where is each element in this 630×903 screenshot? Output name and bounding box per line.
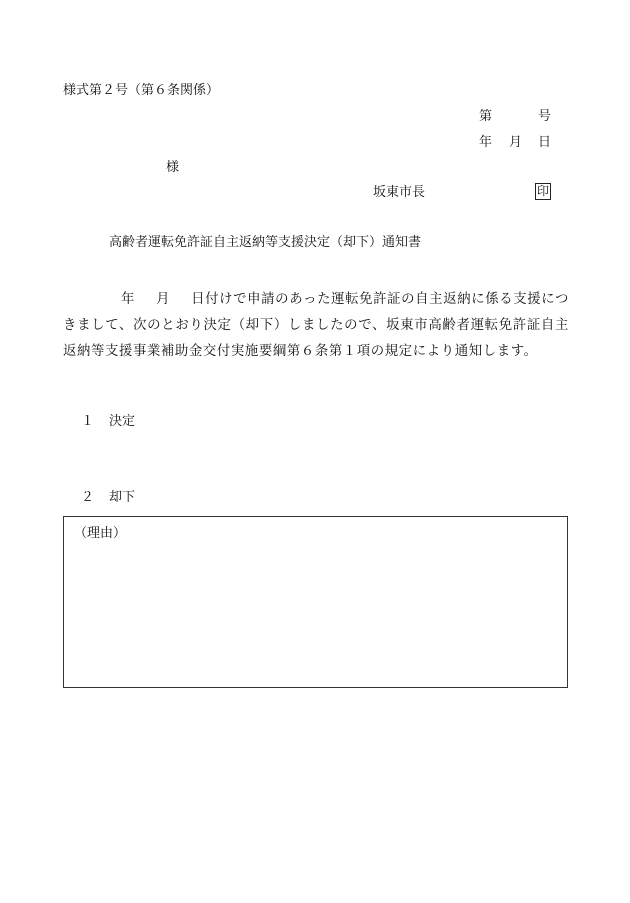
item-1-label: 決定 <box>109 414 136 429</box>
item-2-number: ２ <box>81 490 95 505</box>
seal-mark: 印 <box>536 184 549 198</box>
item-2-label: 却下 <box>109 490 136 505</box>
form-number: 様式第２号（第６条関係） <box>63 83 220 98</box>
body-text: 日付けで申請のあった運転免許証の自主返納に係る支援につきまして、次のとおり決定（却下）しましたので、坂東市高齢者運転免許証自主返納等支援事業補助金交付実施要綱第６条第１項の規定により通知します。 <box>63 292 570 359</box>
issuer-name: 坂東市長 <box>373 185 426 200</box>
body-year: 年 <box>121 292 136 307</box>
doc-number-suffix: 号 <box>538 109 552 124</box>
date-month: 月 <box>509 135 523 150</box>
doc-number-prefix: 第 <box>479 109 493 124</box>
date-year: 年 <box>479 135 493 150</box>
date-day: 日 <box>538 135 552 150</box>
item-1-number: １ <box>81 414 95 429</box>
document-title: 高齢者運転免許証自主返納等支援決定（却下）通知書 <box>109 235 422 250</box>
reason-box <box>63 516 568 688</box>
body-month: 月 <box>156 292 171 307</box>
addressee-honorific: 様 <box>166 160 180 175</box>
body-paragraph <box>63 287 569 365</box>
reason-label: （理由） <box>74 526 127 541</box>
